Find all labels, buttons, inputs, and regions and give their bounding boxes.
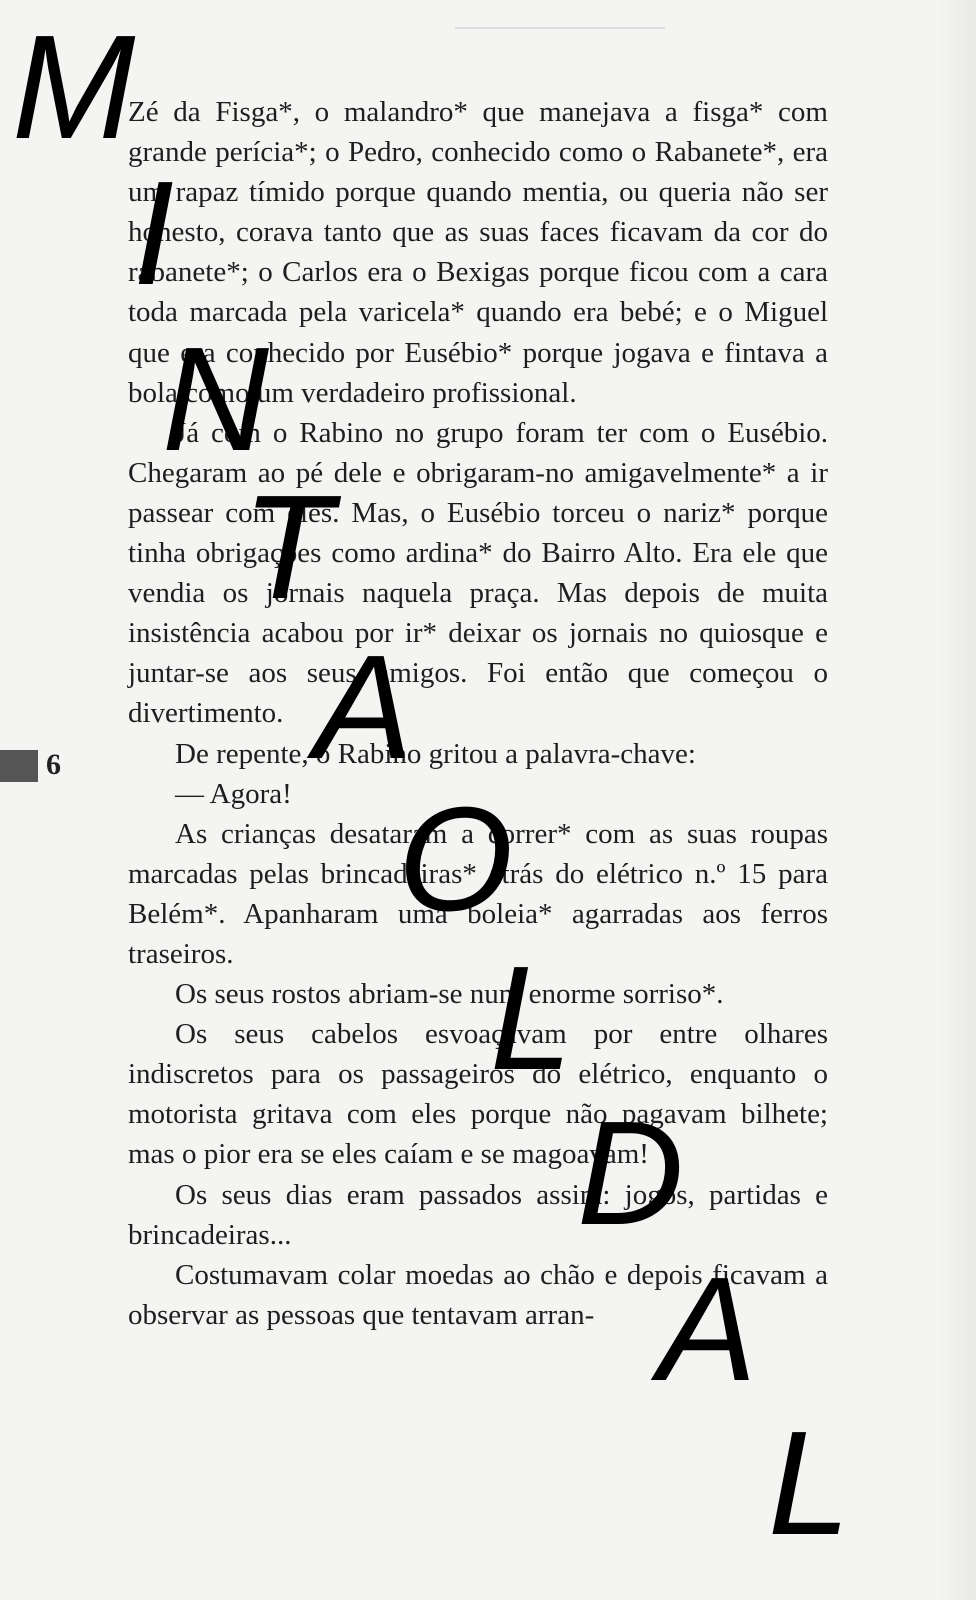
page-edge-shadow [938,0,976,1600]
paragraph-4: — Agora! [175,777,292,810]
watermark-letter: O [398,777,514,942]
paragraph-3: De repente, o Rabino gritou a palavra-chave: [175,737,696,770]
paragraph-6: Os seus rostos abriam-se num enorme sorriso*. [175,978,724,1011]
watermark-letter: L [490,936,573,1101]
paragraph-8: Os seus dias eram passados assim: jogos, partidas e brincadeiras... [128,1178,828,1251]
watermark-letter: M [12,5,136,170]
paragraph-5: As crianças desataram a correr* com as suas roupas marcadas pelas brincadeiras* atrás do elétrico n.º 15 para Belém*. Apanharam uma boleia* agarradas aos ferros traseiros. [128,817,828,970]
watermark-letter: D [577,1091,684,1256]
watermark-letter: T [242,465,333,630]
paragraph-1: Zé da Fisga*, o malandro* que manejava a fisga* com grande perícia*; o Pedro, conhecido como o Rabanete*, era um rapaz tímido porque quando mentia, ou queria não ser honesto, corava tanto que as suas faces ficavam da cor do rabanete*; o Carlos era o Bexigas porque ficou com a cara toda marcada pela varicela* quando era bebé; e o Miguel que era conhecido por Eusébio* porque jogava e fintava a bola como um verdadeiro profissional. [128,96,828,409]
header-rule [455,27,665,29]
body-text [128,92,828,1335]
paragraph-9: Costumavam colar moedas ao chão e depois ficavam a observar as pessoas que tentavam arran- [128,1258,828,1331]
paragraph-7: Os seus cabelos esvoaçavam por entre olhares indiscretos para os passageiros do elétrico, enquanto o motorista gritava com eles porque não pagavam bilhete; mas o pior era se eles caíam e se magoavam! [128,1018,828,1171]
paragraph-2: Já com o Rabino no grupo foram ter com o Eusébio. Chegaram ao pé dele e obrigaram-no amigavelmente* a ir passear com eles. Mas, o Eusébio torceu o nariz* porque tinha obrigações como ardina* do Bairro Alto. Era ele que vendia os jornais naquela praça. Mas depois de muita insistência acabou por ir* deixar os jornais no quiosque e juntar-se aos seus amigos. Foi então que começou o divertimento. [128,416,828,730]
watermark-letter: I [133,151,175,316]
watermark-letter: A [658,1247,757,1412]
watermark-letter: L [768,1401,851,1566]
watermark-letter: N [162,317,269,482]
page-tab-marker [0,750,38,782]
page-number: 6 [46,748,61,781]
watermark-letter: A [314,625,413,790]
